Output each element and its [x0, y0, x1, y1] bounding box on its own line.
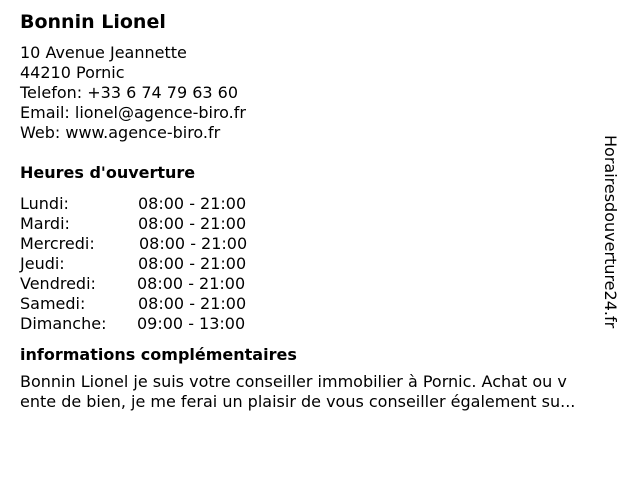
time-range: 08:00 - 21:00	[138, 254, 247, 273]
day-label: Samedi:	[20, 294, 86, 313]
hours-row-saturday	[20, 294, 610, 314]
site-watermark	[592, 135, 622, 375]
time-range: 08:00 - 21:00	[138, 214, 247, 233]
hours-row-tuesday	[20, 214, 610, 234]
day-label: Mercredi:	[20, 234, 95, 253]
day-label: Lundi:	[20, 194, 69, 213]
time-range: 08:00 - 21:00	[138, 194, 247, 213]
day-label: Dimanche:	[20, 314, 107, 333]
email-address: Email: lionel@agence-biro.fr	[20, 103, 246, 122]
day-label: Mardi:	[20, 214, 70, 233]
time-range: 08:00 - 21:00	[138, 294, 247, 313]
hours-row-wednesday	[20, 234, 610, 254]
additional-info-text	[20, 372, 630, 412]
hours-row-monday	[20, 194, 610, 214]
watermark-text: Horairesdouverture24.fr	[601, 135, 620, 329]
business-card	[20, 10, 610, 412]
day-label: Vendredi:	[20, 274, 96, 293]
phone-number: Telefon: +33 6 74 79 63 60	[20, 83, 239, 102]
hours-row-friday	[20, 274, 610, 294]
opening-hours-list	[20, 194, 610, 334]
info-line-1: Bonnin Lionel je suis votre conseiller immobilier à Pornic. Achat ou v	[20, 372, 567, 391]
opening-hours-heading: Heures d'ouverture	[20, 163, 196, 182]
info-line-2: ente de bien, je me ferai un plaisir de vous conseiller également su...	[20, 392, 576, 411]
time-range: 08:00 - 21:00	[139, 234, 248, 253]
additional-info-heading: informations complémentaires	[20, 345, 297, 364]
address-street: 10 Avenue Jeannette	[20, 43, 187, 62]
address-city: 44210 Pornic	[20, 63, 125, 82]
hours-row-thursday	[20, 254, 610, 274]
business-name: Bonnin Lionel	[20, 11, 166, 33]
time-range: 08:00 - 21:00	[137, 274, 246, 293]
time-range: 09:00 - 13:00	[137, 314, 246, 333]
website-address: Web: www.agence-biro.fr	[20, 123, 221, 142]
hours-row-sunday	[20, 314, 610, 334]
day-label: Jeudi:	[20, 254, 65, 273]
